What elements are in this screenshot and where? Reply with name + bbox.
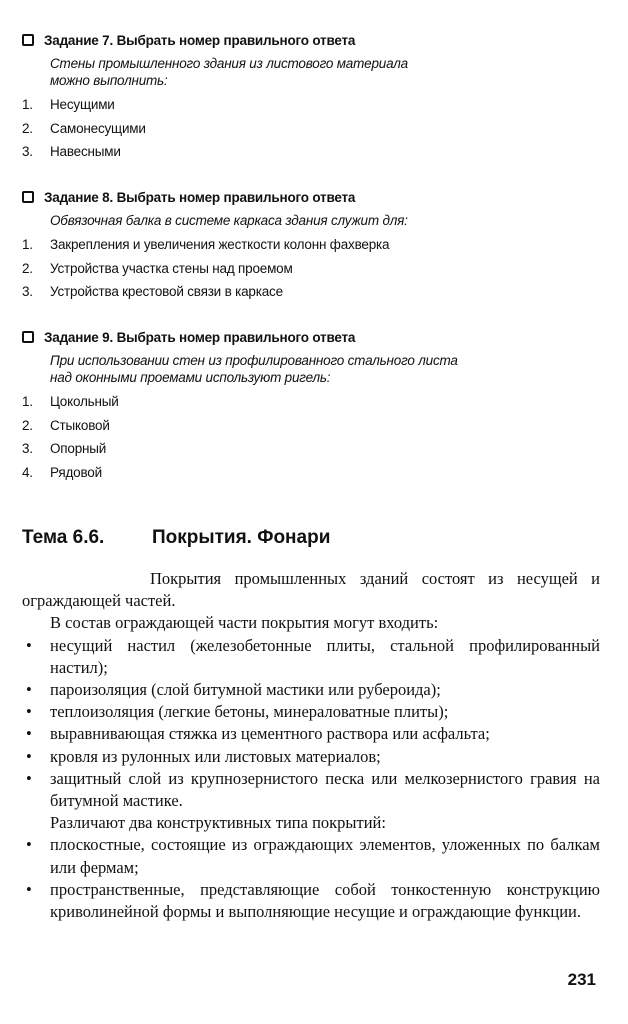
option-number: 2. [22, 260, 33, 276]
list-item [22, 834, 600, 878]
body-text [22, 568, 600, 923]
task-8 [22, 187, 612, 304]
option-text: Устройства крестовой связи в каркасе [50, 284, 283, 299]
task-9 [22, 327, 612, 484]
option-number: 3. [22, 441, 33, 456]
option-text: Навесными [50, 144, 121, 159]
task-question [50, 55, 612, 89]
checkbox-icon [22, 34, 34, 46]
list-item-text: защитный слой из крупнозернистого песка или мелкозернистого гравия на битумной мастике. [50, 768, 600, 811]
question-line: Стены промышленного здания из листового материала [50, 56, 408, 71]
option-text: Рядовой [50, 464, 102, 480]
option-number: 3. [22, 144, 33, 159]
list-item-text: теплоизоляция (легкие бетоны, минераловатные плиты); [50, 702, 449, 722]
list-item-text: несущий настил (железобетонные плиты, стальной профилированный настил); [50, 635, 600, 677]
bullet-icon: • [26, 724, 32, 744]
answer-option [22, 414, 612, 438]
answer-option [22, 390, 612, 414]
list-item [22, 879, 600, 923]
option-number: 3. [22, 284, 33, 299]
question-line: над оконными проемами используют ригель: [50, 370, 331, 385]
enclosing-intro: В состав ограждающей части покрытия могут входить: [50, 613, 439, 633]
bullet-icon: • [26, 680, 32, 700]
option-text: Устройства участка стены над проемом [50, 260, 293, 276]
answer-option [22, 117, 612, 141]
option-number: 4. [22, 464, 33, 480]
task-header [22, 30, 612, 50]
answer-option [22, 461, 612, 485]
answer-options [22, 93, 612, 164]
option-number: 1. [22, 237, 33, 252]
question-line: Обвязочная балка в системе каркаса здания служит для: [50, 213, 408, 228]
task-title: Задание 9. Выбрать номер правильного ответа [44, 329, 356, 345]
topic-number: Тема 6.6. [22, 527, 105, 548]
checkbox-icon [22, 191, 34, 203]
option-number: 2. [22, 120, 33, 136]
bullet-icon: • [26, 702, 32, 722]
task-header [22, 187, 612, 207]
answer-option [22, 140, 612, 164]
list-item-text: плоскостные, состоящие из ограждающих элементов, уложенных по балкам или фермам; [50, 835, 600, 877]
list-item [22, 701, 600, 723]
option-text: Самонесущими [50, 120, 146, 136]
option-text: Цокольный [50, 394, 119, 409]
types-list [22, 834, 600, 923]
intro-paragraph: Покрытия промышленных зданий состоят из несущей и ограждающей частей. [22, 569, 600, 611]
answer-options [22, 390, 612, 484]
option-text: Опорный [50, 441, 107, 456]
question-line: При использовании стен из профилированного стального листа [50, 353, 458, 368]
answer-options [22, 233, 612, 304]
list-item-text: пространственные, представляющие собой тонкостенную конструкцию криволинейной формы и выполняющие несущие и ограждающие функции. [50, 879, 600, 922]
answer-option [22, 280, 612, 304]
page-number: 231 [567, 970, 596, 989]
list-item-text: кровля из рулонных или листовых материалов; [50, 746, 381, 766]
option-text: Закрепления и увеличения жесткости колонн фахверка [50, 237, 390, 252]
list-item [22, 723, 600, 745]
answer-option [22, 437, 612, 461]
option-number: 2. [22, 417, 33, 433]
option-number: 1. [22, 97, 33, 112]
task-title: Задание 7. Выбрать номер правильного ответа [44, 32, 356, 48]
task-header [22, 327, 612, 347]
answer-option [22, 93, 612, 117]
topic-title: Покрытия. Фонари [152, 527, 331, 548]
answer-option [22, 233, 612, 257]
checkbox-icon [22, 331, 34, 343]
bullet-icon: • [26, 746, 32, 766]
types-intro: Различают два конструктивных типа покрытий: [50, 813, 386, 833]
task-title: Задание 8. Выбрать номер правильного ответа [44, 189, 356, 205]
list-item [22, 679, 600, 701]
option-text: Несущими [50, 97, 115, 112]
option-number: 1. [22, 394, 33, 409]
question-line: можно выполнить: [50, 73, 168, 88]
bullet-icon: • [26, 835, 32, 855]
list-item-text: пароизоляция (слой битумной мастики или рубероида); [50, 680, 441, 700]
list-item-text: выравнивающая стяжка из цементного раствора или асфальта; [50, 724, 490, 744]
list-item [22, 768, 600, 812]
list-item [22, 746, 600, 768]
enclosing-list [22, 635, 600, 813]
task-question [50, 352, 612, 386]
bullet-icon: • [26, 879, 32, 899]
task-7 [22, 30, 612, 164]
topic-heading [22, 527, 612, 549]
bullet-icon: • [26, 635, 32, 655]
task-question [50, 212, 612, 229]
option-text: Стыковой [50, 417, 110, 433]
bullet-icon: • [26, 768, 32, 788]
answer-option [22, 257, 612, 281]
list-item [22, 635, 600, 679]
